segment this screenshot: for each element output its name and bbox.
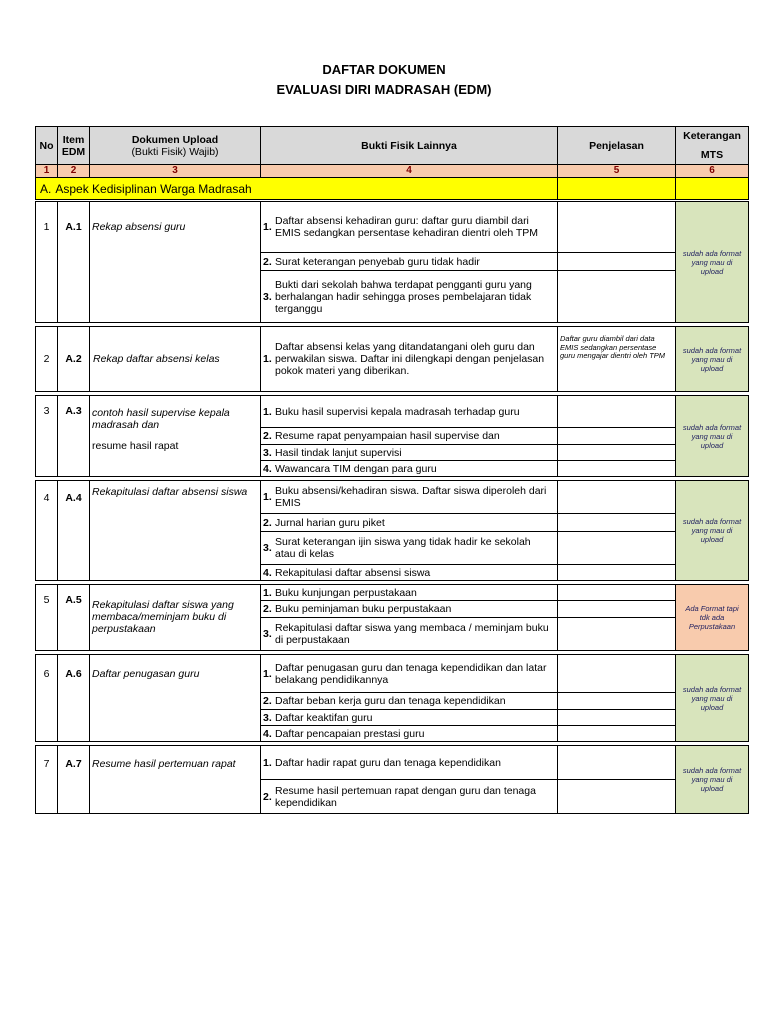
document-title: DAFTAR DOKUMEN bbox=[322, 62, 446, 77]
row-penjelasan bbox=[557, 709, 676, 726]
row-keterangan: sudah ada format yang mau di upload bbox=[675, 480, 749, 581]
row-keterangan: Ada Format tapi tdk ada Perpustakaan bbox=[675, 584, 749, 651]
bukti-text: Bukti dari sekolah bahwa terdapat pengganti guru yang berhalangan hadir sehingga proses pembelajaran tidak terganggu bbox=[275, 278, 532, 315]
row-bukti-item bbox=[260, 395, 558, 428]
header-keterangan bbox=[675, 126, 749, 165]
row-item: A.5 bbox=[57, 584, 90, 651]
row-penjelasan bbox=[557, 480, 676, 514]
row-penjelasan bbox=[557, 600, 676, 618]
col-number-3: 3 bbox=[89, 164, 261, 178]
bukti-number: 4. bbox=[263, 727, 272, 740]
row-penjelasan: Daftar guru diambil dari data EMIS sedangkan persentase guru mengajar dientri oleh TPM bbox=[557, 326, 676, 392]
bukti-number: 2. bbox=[263, 603, 272, 615]
row-penjelasan bbox=[557, 654, 676, 693]
row-keterangan: sudah ada format yang mau di upload bbox=[675, 395, 749, 477]
row-penjelasan bbox=[557, 564, 676, 581]
row-bukti-item bbox=[260, 779, 558, 814]
bukti-text: Resume rapat penyampaian hasil supervise dan bbox=[275, 430, 500, 442]
row-penjelasan bbox=[557, 779, 676, 814]
bukti-text: Daftar absensi kelas yang ditandatangani oleh guru dan perwakilan siswa. Daftar ini dilengkapi dengan penjelasan pokok materi yang diberikan. bbox=[275, 341, 545, 377]
row-bukti-item bbox=[260, 326, 558, 392]
row-penjelasan bbox=[557, 395, 676, 428]
row-penjelasan bbox=[557, 617, 676, 651]
row-item: A.4 bbox=[57, 480, 90, 581]
col-number-2: 2 bbox=[57, 164, 90, 178]
bukti-number: 1. bbox=[263, 491, 272, 503]
row-no: 4 bbox=[35, 480, 58, 581]
row-keterangan: sudah ada format yang mau di upload bbox=[675, 201, 749, 323]
document-subtitle: EVALUASI DIRI MADRASAH (EDM) bbox=[276, 82, 492, 97]
header-bukti-fisik: Bukti Fisik Lainnya bbox=[260, 126, 558, 165]
bukti-number: 1. bbox=[263, 756, 272, 769]
row-bukti-item bbox=[260, 444, 558, 461]
row-dokumen: Rekap daftar absensi kelas bbox=[89, 326, 261, 392]
row-penjelasan bbox=[557, 444, 676, 461]
row-penjelasan bbox=[557, 460, 676, 477]
row-penjelasan bbox=[557, 584, 676, 601]
row-bukti-item bbox=[260, 617, 558, 651]
bukti-text: Daftar penugasan guru dan tenaga kependidikan dan latar belakang pendidikannya bbox=[275, 661, 547, 686]
row-dokumen: Resume hasil pertemuan rapat bbox=[89, 745, 261, 814]
row-bukti-item bbox=[260, 564, 558, 581]
bukti-number: 2. bbox=[263, 430, 272, 442]
bukti-text: Hasil tindak lanjut supervisi bbox=[275, 446, 402, 459]
bukti-number: 3. bbox=[263, 542, 272, 554]
row-bukti-item bbox=[260, 725, 558, 742]
bukti-text: Rekapitulasi daftar siswa yang membaca / meminjam buku di perpustakaan bbox=[275, 622, 549, 646]
row-bukti-item bbox=[260, 709, 558, 726]
bukti-text: Surat keterangan penyebab guru tidak hadir bbox=[275, 255, 480, 268]
row-penjelasan bbox=[557, 692, 676, 710]
bukti-number: 3. bbox=[263, 628, 272, 640]
col-number-1: 1 bbox=[35, 164, 58, 178]
bukti-number: 2. bbox=[263, 255, 272, 268]
row-bukti-item bbox=[260, 460, 558, 477]
row-bukti-item bbox=[260, 600, 558, 618]
bukti-text: Daftar beban kerja guru dan tenaga kependidikan bbox=[275, 695, 506, 707]
bukti-text: Buku peminjaman buku perpustakaan bbox=[275, 603, 452, 615]
header-keterangan-label: Keterangan bbox=[683, 130, 741, 143]
row-penjelasan bbox=[557, 427, 676, 445]
row-item: A.1 bbox=[57, 201, 90, 323]
bukti-text: Buku hasil supervisi kepala madrasah terhadap guru bbox=[275, 405, 520, 418]
row-bukti-item bbox=[260, 513, 558, 532]
bukti-number: 1. bbox=[263, 667, 272, 680]
section-letter: A. bbox=[40, 181, 52, 196]
row-penjelasan bbox=[557, 252, 676, 271]
header-dokumen-sublabel: (Bukti Fisik) Wajib) bbox=[131, 145, 219, 158]
row-no: 3 bbox=[35, 395, 58, 477]
row-bukti-item bbox=[260, 584, 558, 601]
bukti-number: 1. bbox=[263, 221, 272, 233]
row-item: A.2 bbox=[57, 326, 90, 392]
row-no: 1 bbox=[35, 201, 58, 323]
row-penjelasan bbox=[557, 201, 676, 253]
bukti-number: 2. bbox=[263, 516, 272, 529]
bukti-text: Rekapitulasi daftar absensi siswa bbox=[275, 566, 431, 579]
row-dokumen: Daftar penugasan guru bbox=[89, 654, 261, 742]
row-bukti-item bbox=[260, 252, 558, 271]
row-no: 7 bbox=[35, 745, 58, 814]
bukti-number: 1. bbox=[263, 405, 272, 418]
row-penjelasan bbox=[557, 745, 676, 780]
row-penjelasan bbox=[557, 725, 676, 742]
bukti-number: 3. bbox=[263, 711, 272, 724]
bukti-number: 1. bbox=[263, 586, 272, 599]
bukti-text: Resume hasil pertemuan rapat dengan guru dan tenaga kependidikan bbox=[275, 784, 536, 809]
header-dokumen-label: Dokumen Upload bbox=[131, 133, 219, 146]
row-no: 6 bbox=[35, 654, 58, 742]
header-no: No bbox=[35, 126, 58, 165]
bukti-number: 4. bbox=[263, 566, 272, 579]
bukti-text: Daftar keaktifan guru bbox=[275, 711, 373, 724]
bukti-number: 2. bbox=[263, 790, 272, 803]
row-item: A.6 bbox=[57, 654, 90, 742]
row-penjelasan bbox=[557, 531, 676, 565]
col-number-6: 6 bbox=[675, 164, 749, 178]
header-item-edm: Item EDM bbox=[57, 126, 90, 165]
row-item: A.7 bbox=[57, 745, 90, 814]
col-number-5: 5 bbox=[557, 164, 676, 178]
row-penjelasan bbox=[557, 513, 676, 532]
header-keterangan-mts: MTS bbox=[700, 148, 724, 161]
col-number-4: 4 bbox=[260, 164, 558, 178]
header-dokumen-upload bbox=[89, 126, 261, 165]
row-keterangan: sudah ada format yang mau di upload bbox=[675, 654, 749, 742]
bukti-number: 3. bbox=[263, 290, 272, 303]
bukti-text: Wawancara TIM dengan para guru bbox=[275, 462, 437, 475]
dokumen-text: contoh hasil supervise kepala madrasah dan bbox=[92, 407, 230, 431]
bukti-number: 4. bbox=[263, 462, 272, 475]
row-dokumen: Rekapitulasi daftar absensi siswa bbox=[89, 480, 261, 581]
bukti-text: Buku absensi/kehadiran siswa. Daftar siswa diperoleh dari EMIS bbox=[275, 485, 547, 509]
bukti-text: Daftar hadir rapat guru dan tenaga kependidikan bbox=[275, 756, 501, 769]
header-penjelasan: Penjelasan bbox=[557, 126, 676, 165]
bukti-text: Surat keterangan ijin siswa yang tidak hadir ke sekolah atau di kelas bbox=[275, 536, 531, 560]
row-item: A.3 bbox=[57, 395, 90, 477]
section-label: Aspek Kedisiplinan Warga Madrasah bbox=[55, 181, 252, 196]
bukti-text: Jurnal harian guru piket bbox=[275, 516, 385, 529]
bukti-number: 2. bbox=[263, 695, 272, 707]
row-bukti-item bbox=[260, 270, 558, 323]
row-keterangan: sudah ada format yang mau di upload bbox=[675, 745, 749, 814]
section-keterangan-cell bbox=[675, 177, 749, 200]
row-dokumen: Rekap absensi guru bbox=[89, 201, 261, 323]
bukti-number: 1. bbox=[263, 353, 272, 365]
bukti-text: Buku kunjungan perpustakaan bbox=[275, 586, 417, 599]
row-no: 5 bbox=[35, 584, 58, 651]
section-header bbox=[35, 177, 559, 200]
row-bukti-item bbox=[260, 745, 558, 780]
row-penjelasan bbox=[557, 270, 676, 323]
row-bukti-item bbox=[260, 427, 558, 445]
row-bukti-item bbox=[260, 692, 558, 710]
row-no: 2 bbox=[35, 326, 58, 392]
bukti-text: Daftar absensi kehadiran guru: daftar guru diambil dari EMIS sedangkan persentase kehadiran dientri oleh TPM bbox=[275, 215, 539, 239]
bukti-text: Daftar pencapaian prestasi guru bbox=[275, 727, 425, 740]
row-bukti-item bbox=[260, 654, 558, 693]
section-penjelasan-cell bbox=[557, 177, 676, 200]
row-bukti-item bbox=[260, 201, 558, 253]
row-bukti-item bbox=[260, 531, 558, 565]
row-dokumen: Rekapitulasi daftar siswa yang membaca/meminjam buku di perpustakaan bbox=[89, 584, 261, 651]
row-keterangan: sudah ada format yang mau di upload bbox=[675, 326, 749, 392]
row-bukti-item bbox=[260, 480, 558, 514]
bukti-number: 3. bbox=[263, 446, 272, 459]
dokumen-text-2: resume hasil rapat bbox=[92, 440, 179, 452]
row-dokumen bbox=[89, 395, 261, 477]
